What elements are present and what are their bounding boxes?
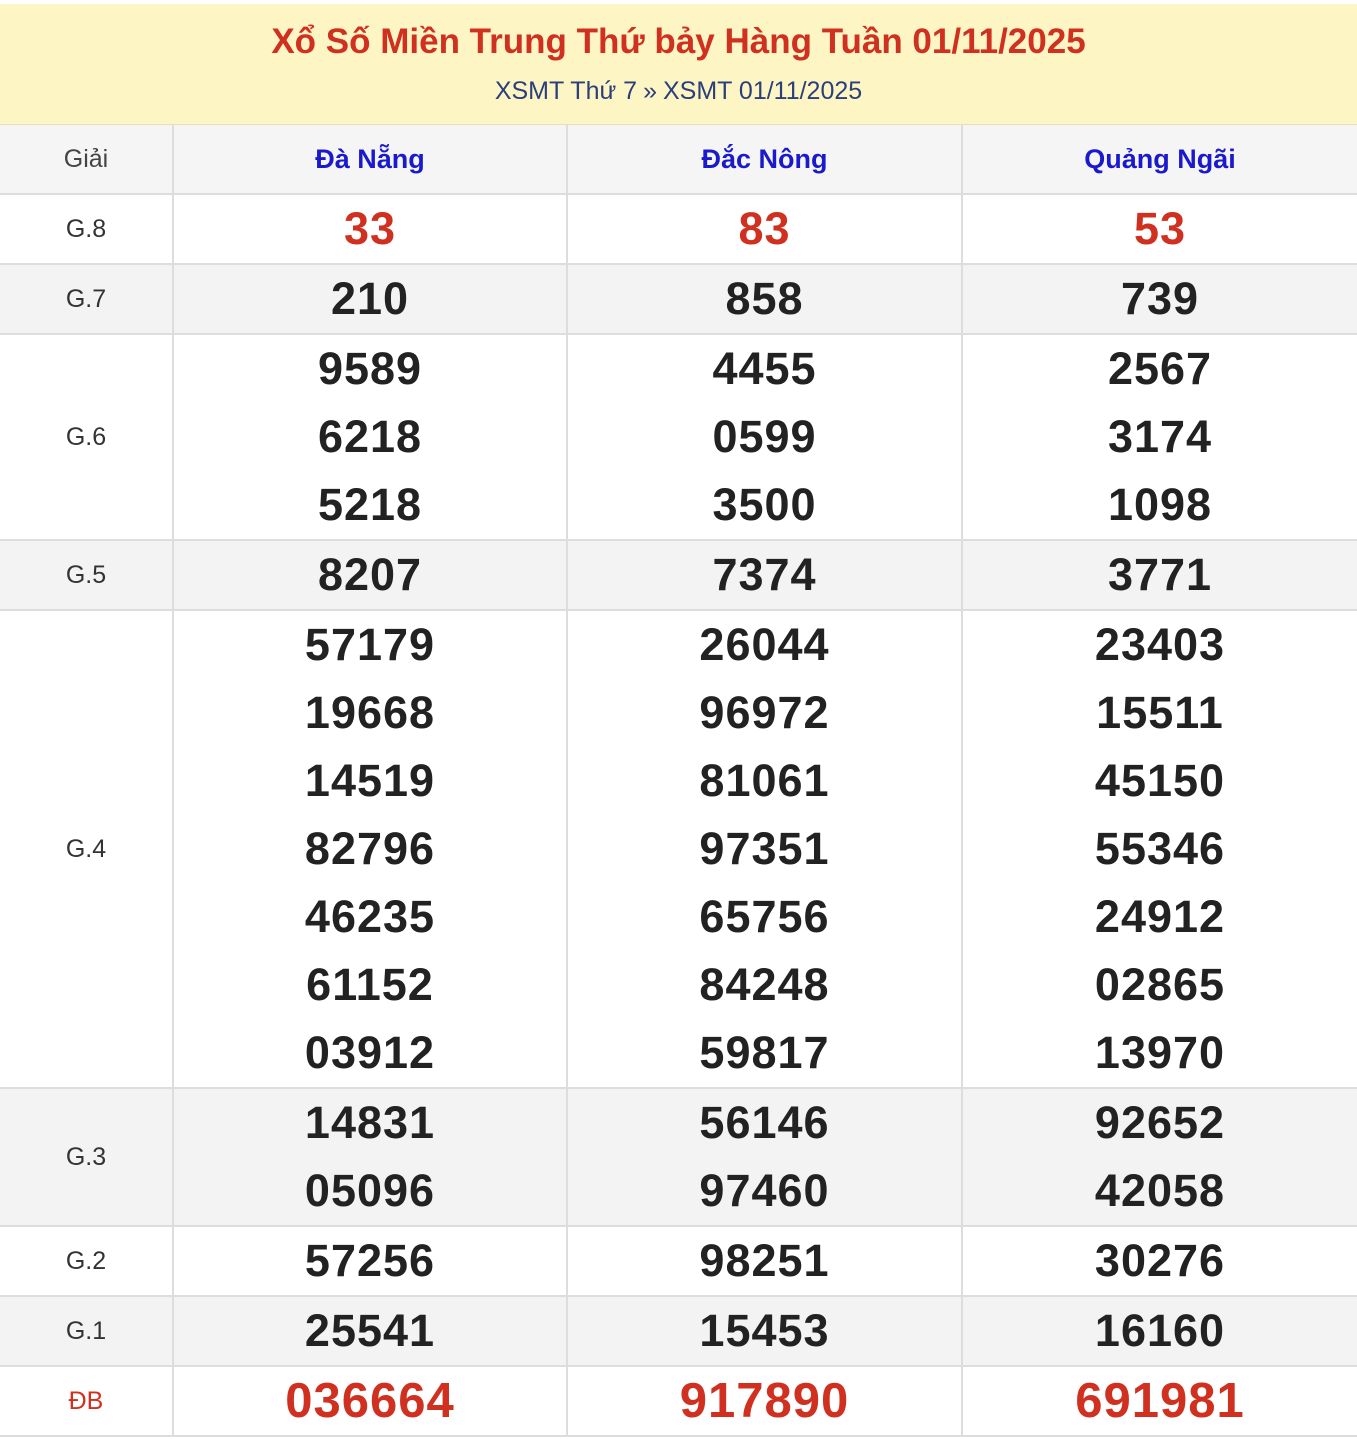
result-cell-dac-nong [567,194,962,264]
result-number: 83 [738,203,791,254]
province-header-dac-nong[interactable]: Đắc Nông [567,125,962,194]
result-cell-da-nang [173,610,567,1088]
result-number: 2567 [1107,343,1213,394]
result-number: 98251 [699,1235,830,1286]
result-cell-quang-ngai [962,1296,1357,1366]
prize-label: G.6 [0,334,173,540]
special-prize-number: 036664 [285,1374,455,1428]
special-prize-number: 691981 [1075,1374,1245,1428]
result-number: 3500 [712,479,817,530]
result-number: 16160 [1094,1305,1226,1356]
result-number: 4455 [712,343,817,394]
prize-column-header: Giải [0,125,173,194]
result-cell-quang-ngai [962,1226,1357,1296]
result-number: 14519 [304,755,436,806]
result-cell-dac-nong [567,334,962,540]
prize-row [0,264,1357,334]
result-number: 03912 [304,1027,436,1078]
result-number: 15453 [699,1305,830,1356]
result-number: 45150 [1094,755,1226,806]
prize-label: ĐB [0,1366,173,1436]
result-number: 739 [1120,273,1200,324]
prize-label: G.1 [0,1296,173,1366]
result-number: 19668 [304,687,436,738]
result-cell-dac-nong [567,1226,962,1296]
result-number: 9589 [317,343,423,394]
result-number: 57179 [304,619,436,670]
result-number: 97460 [699,1165,830,1216]
breadcrumb-link-weekday[interactable]: XSMT Thứ 7 [494,77,638,105]
result-number: 7374 [712,549,817,600]
result-number: 3174 [1107,411,1213,462]
result-number: 8207 [317,549,423,600]
prize-label: G.7 [0,264,173,334]
result-cell-da-nang [173,1226,567,1296]
table-header-row [0,125,1357,194]
result-cell-dac-nong [567,540,962,610]
prize-row [0,1366,1357,1436]
result-number: 1098 [1107,479,1213,530]
breadcrumb-separator: » [643,77,657,105]
result-cell-quang-ngai [962,264,1357,334]
result-number: 84248 [699,959,830,1010]
result-number: 23403 [1094,619,1226,670]
result-cell-da-nang [173,1296,567,1366]
result-number: 81061 [699,755,830,806]
result-number: 92652 [1094,1097,1226,1148]
result-number: 13970 [1094,1027,1226,1078]
result-number: 65756 [699,891,830,942]
result-number: 858 [725,273,804,324]
prize-row [0,1226,1357,1296]
result-cell-quang-ngai [962,1088,1357,1226]
result-number: 210 [330,273,410,324]
result-number: 3771 [1107,549,1213,600]
result-number: 05096 [304,1165,436,1216]
result-number: 02865 [1094,959,1226,1010]
result-number: 30276 [1094,1235,1226,1286]
result-number: 61152 [306,959,434,1010]
results-header [0,4,1357,125]
result-number: 56146 [699,1097,830,1148]
prize-label: G.2 [0,1226,173,1296]
result-cell-da-nang [173,540,567,610]
prize-row [0,1296,1357,1366]
result-number: 55346 [1094,823,1226,874]
result-number: 6218 [317,411,423,462]
result-cell-quang-ngai [962,334,1357,540]
result-number: 24912 [1094,891,1226,942]
results-table [0,125,1357,1437]
result-number: 59817 [699,1027,830,1078]
special-prize-number: 917890 [679,1374,850,1428]
result-number: 46235 [304,891,436,942]
prize-row [0,334,1357,540]
result-number: 14831 [304,1097,436,1148]
result-cell-dac-nong [567,1296,962,1366]
result-cell-dac-nong [567,1088,962,1226]
result-cell-dac-nong [567,610,962,1088]
province-header-quang-ngai[interactable]: Quảng Ngãi [962,125,1357,194]
result-number: 97351 [699,823,830,874]
result-number: 82796 [304,823,436,874]
result-number: 53 [1133,203,1187,254]
result-cell-dac-nong [567,264,962,334]
result-cell-quang-ngai [962,610,1357,1088]
result-cell-da-nang [173,194,567,264]
result-number: 15511 [1096,687,1224,738]
prize-row [0,194,1357,264]
result-cell-da-nang [173,264,567,334]
result-number: 42058 [1094,1165,1226,1216]
prize-label: G.3 [0,1088,173,1226]
prize-row [0,1088,1357,1226]
prize-label: G.8 [0,194,173,264]
result-cell-da-nang [173,1366,567,1436]
result-number: 96972 [699,687,830,738]
result-cell-quang-ngai [962,194,1357,264]
result-number: 26044 [699,619,830,670]
result-number: 25541 [304,1305,436,1356]
province-header-da-nang[interactable]: Đà Nẵng [173,125,567,194]
result-number: 57256 [304,1235,436,1286]
result-cell-da-nang [173,1088,567,1226]
breadcrumb [0,74,1357,108]
page-title: Xổ Số Miền Trung Thứ bảy Hàng Tuần 01/11/2025 [271,22,1086,61]
prize-label: G.4 [0,610,173,1088]
result-cell-quang-ngai [962,540,1357,610]
result-cell-dac-nong [567,1366,962,1436]
breadcrumb-link-date[interactable]: XSMT 01/11/2025 [662,77,863,105]
prize-row [0,540,1357,610]
prize-row [0,610,1357,1088]
prize-label: G.5 [0,540,173,610]
result-number: 0599 [712,411,817,462]
result-cell-quang-ngai [962,1366,1357,1436]
result-number: 33 [343,203,397,254]
result-number: 5218 [317,479,423,530]
result-cell-da-nang [173,334,567,540]
